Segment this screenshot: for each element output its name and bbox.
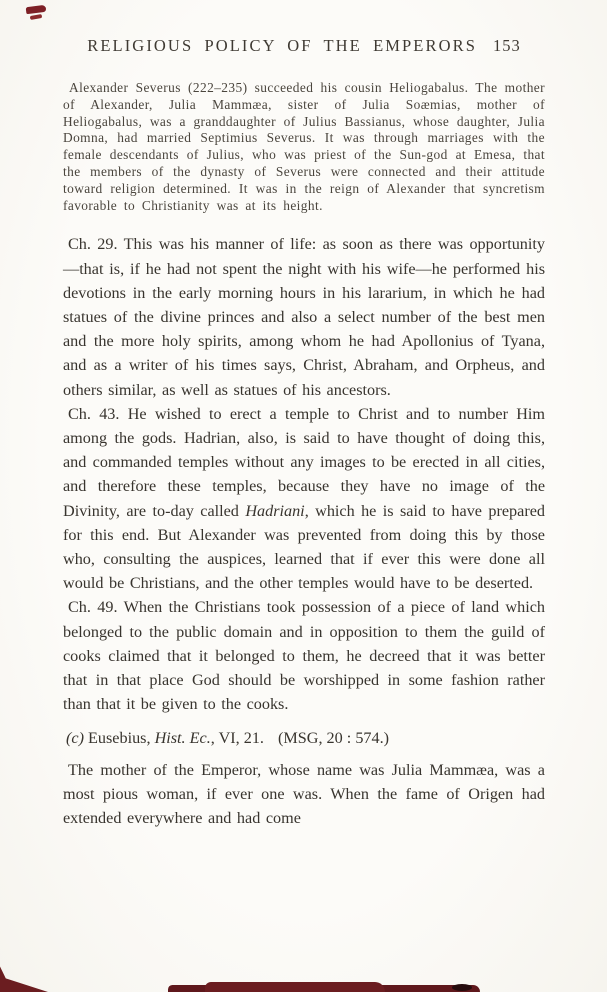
citation-item-letter: (c) — [66, 729, 84, 748]
paragraph-ch49: Ch. 49. When the Christians took possession of a piece of land which belonged to the public domain and in opposition to them the guild of cooks claimed that it belonged to them, he decreed that it was better that in that place God should be worshipped in some fashion rather than that it be given to the cooks. — [63, 598, 545, 714]
paragraph-ch29: Ch. 29. This was his manner of life: as soon as there was opportunity—that is, if he had not spent the night with his wife—he performed his devotions in the early morning hours in his lararium, in which he had statues of the divine princes and also a select number of the best men and the more holy spirits, among whom he had Apollonius of Tyana, and as a writer of his times says, Christ, Abraham, and Orpheus, and others similar, as well as statues of his ancestors. — [63, 235, 545, 399]
scan-artifact-top-left — [26, 5, 47, 14]
citation-reference: (MSG, 20 : 574.) — [277, 729, 390, 748]
scan-artifact-bottom-left — [0, 958, 48, 992]
intro-note: Alexander Severus (222–235) succeeded his cousin Heliogabalus. The mother of Alexander, Julia Mammæa, sister of Julia Soæmias, mother of Heliogabalus, was a granddaughter of Julius Bassianus, whose daughter, Julia Domna, had married Septimius Severus. It was through marriages with the female descendants of Julius, who was priest of the Sun-god at Emesa, that the members of the dynasty of Severus were connected and their attitude toward religion determined. It was in the reign of Alexander that syncretism favorable to Christianity was at its height. — [63, 80, 545, 213]
citation-line — [63, 726, 545, 750]
page-number: 153 — [492, 36, 521, 55]
citation-author: Eusebius, — [83, 729, 155, 748]
italic-hadriani: Hadriani — [245, 501, 305, 520]
paragraph-ch43-text-a: Ch. 43. He wished to erect a temple to Christ and to number Him among the gods. Hadrian, also, is said to have thought of doing this, and commanded temples without any images to be erected in all cities, and therefore these temples, because they have no image of the Divinity, are to-day called — [63, 404, 545, 520]
scan-artifact-bottom-speck — [452, 984, 472, 991]
running-header — [63, 36, 545, 56]
paragraph-ch43-text-b: , which he is said to have prepared for this end. But Alexander was prevented from doing this by those who, consulting the auspices, learned that if ever this were done all would be Christians, and the other temples would have to be deserted. — [63, 501, 545, 593]
citation-location: , VI, 21. — [210, 729, 264, 748]
paragraph-mother-of-emperor: The mother of the Emperor, whose name was Julia Mammæa, was a most pious woman, if ever one was. When the fame of Origen had extended everywhere and had come — [63, 760, 545, 828]
paragraph-ch43 — [63, 402, 545, 596]
scan-artifact-bottom-band-2 — [205, 982, 385, 992]
header-title: RELIGIOUS POLICY OF THE EMPERORS — [87, 36, 477, 55]
scan-artifact-top-left-2 — [30, 14, 43, 20]
citation-work-title: Hist. Ec. — [154, 729, 211, 748]
